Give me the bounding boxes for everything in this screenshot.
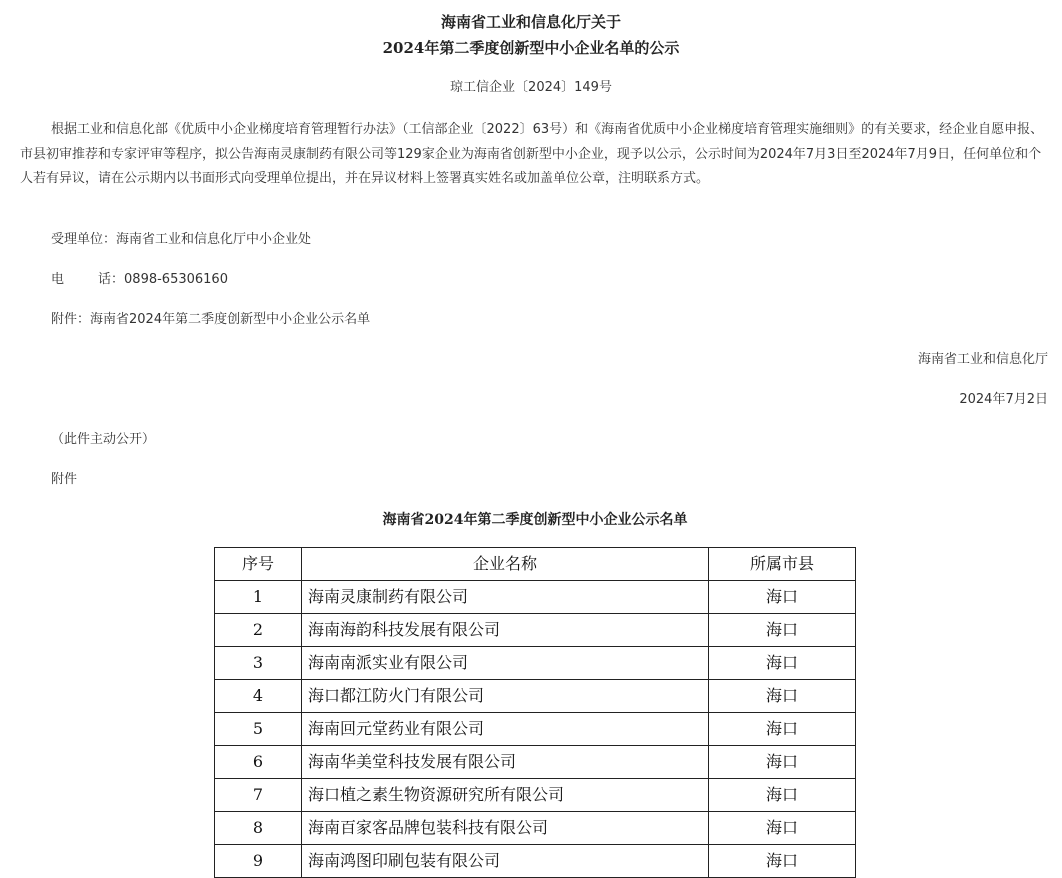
accepting-unit-value: 海南省工业和信息化厅中小企业处: [116, 232, 312, 247]
cell-company-name: 海南华美堂科技发展有限公司: [302, 746, 709, 779]
cell-serial: 6: [215, 746, 302, 779]
cell-city: 海口: [709, 812, 856, 845]
cell-company-name: 海南回元堂药业有限公司: [302, 713, 709, 746]
table-row: [215, 647, 856, 680]
cell-company-name: 海南鸿图印刷包装有限公司: [302, 845, 709, 878]
attachment-heading: 附件: [51, 472, 78, 487]
attachment-line: [51, 311, 370, 329]
header-company-name: 企业名称: [302, 548, 709, 581]
notice-paragraph: 根据工业和信息化部《优质中小企业梯度培育管理暂行办法》（工信部企业〔2022〕63号）和《海南省优质中小企业梯度培育管理实施细则》的有关要求，经企业自愿申报、市县初审推荐和专家评审等程序，拟公告海南灵康制药有限公司等129家企业为海南省创新型中小企业，现予以公示，公示时间为2024年7月3日至2024年7月9日，任何单位和个人若有异议，请在公示期内以书面形式向受理单位提出，并在异议材料上签署真实姓名或加盖单位公章，注明联系方式。: [20, 122, 1044, 187]
cell-company-name: 海南灵康制药有限公司: [302, 581, 709, 614]
cell-serial: 1: [215, 581, 302, 614]
cell-city: 海口: [709, 713, 856, 746]
cell-serial: 7: [215, 779, 302, 812]
cell-company-name: 海口植之素生物资源研究所有限公司: [302, 779, 709, 812]
public-note: （此件主动公开）: [51, 432, 156, 447]
attachment-value: 海南省2024年第二季度创新型中小企业公示名单: [90, 312, 371, 327]
document-title-line2: 2024年第二季度创新型中小企业名单的公示: [382, 39, 680, 57]
cell-company-name: 海南南派实业有限公司: [302, 647, 709, 680]
cell-city: 海口: [709, 614, 856, 647]
cell-serial: 4: [215, 680, 302, 713]
list-title: 海南省2024年第二季度创新型中小企业公示名单: [382, 512, 688, 528]
telephone-line: [51, 271, 228, 289]
table-row: [215, 713, 856, 746]
enterprise-list-table: [214, 547, 856, 878]
cell-serial: 2: [215, 614, 302, 647]
cell-city: 海口: [709, 845, 856, 878]
cell-city: 海口: [709, 647, 856, 680]
table-row: [215, 746, 856, 779]
issuer-name: 海南省工业和信息化厅: [917, 352, 1048, 367]
document-number: 琼工信企业〔2024〕149号: [450, 80, 612, 95]
telephone-label-rest: 话：: [98, 272, 125, 287]
cell-serial: 8: [215, 812, 302, 845]
telephone-label-char: 电: [51, 272, 65, 287]
cell-company-name: 海南海韵科技发展有限公司: [302, 614, 709, 647]
document-title-line1: 海南省工业和信息化厅关于: [440, 13, 621, 31]
table-row: [215, 581, 856, 614]
cell-city: 海口: [709, 581, 856, 614]
table-row: [215, 779, 856, 812]
telephone-value: 0898-65306160: [124, 272, 228, 287]
header-city: 所属市县: [709, 548, 856, 581]
table-row: [215, 680, 856, 713]
cell-city: 海口: [709, 680, 856, 713]
cell-serial: 3: [215, 647, 302, 680]
issue-date: 2024年7月2日: [959, 392, 1048, 407]
table-row: [215, 614, 856, 647]
cell-serial: 9: [215, 845, 302, 878]
cell-city: 海口: [709, 746, 856, 779]
accepting-unit-label: 受理单位：: [51, 232, 117, 247]
cell-city: 海口: [709, 779, 856, 812]
accepting-unit-line: [51, 231, 311, 249]
cell-company-name: 海口都江防火门有限公司: [302, 680, 709, 713]
cell-serial: 5: [215, 713, 302, 746]
attachment-label: 附件：: [51, 312, 91, 327]
table-row: [215, 845, 856, 878]
header-serial: 序号: [215, 548, 302, 581]
table-row: [215, 812, 856, 845]
cell-company-name: 海南百家客品牌包装科技有限公司: [302, 812, 709, 845]
table-header-row: [215, 548, 856, 581]
